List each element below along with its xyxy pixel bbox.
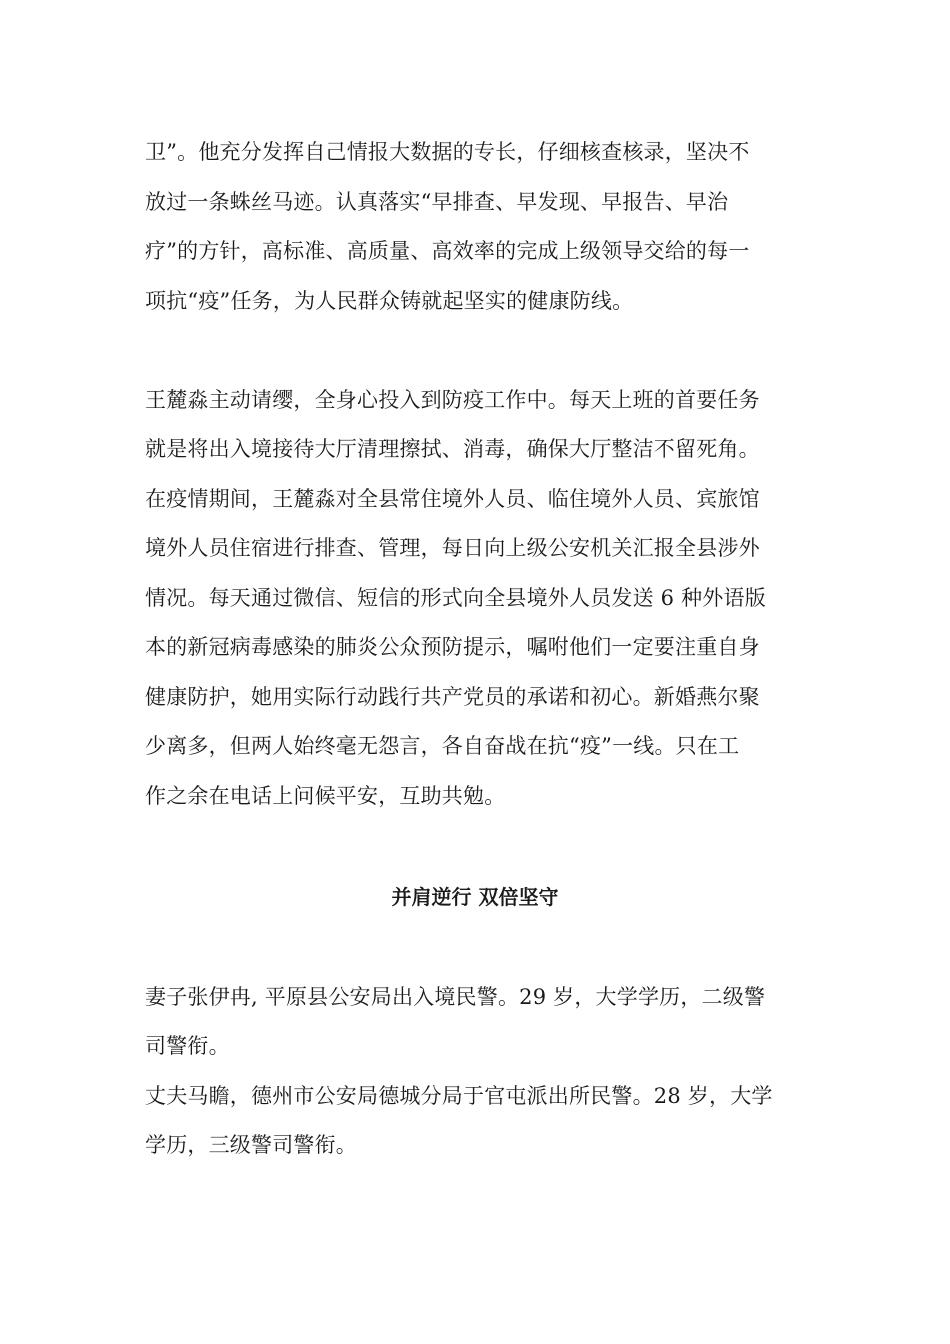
body-text-line: 放过一条蛛丝马迹。认真落实“早排查、早发现、早报告、早治 (145, 190, 729, 214)
section-heading: 并肩逆行 双倍坚守 (391, 885, 559, 909)
body-text-line: 情况。每天通过微信、短信的形式向全县境外人员发送 6 种外语版 (145, 586, 766, 610)
body-text-line: 丈夫马瞻，德州市公安局德城分局于官屯派出所民警。28 岁，大学 (145, 1084, 773, 1108)
body-text-line: 在疫情期间，王麓淼对全县常住境外人员、临住境外人员、宾旅馆 (145, 487, 760, 511)
body-text-line: 健康防护，她用实际行动践行共产党员的承诺和初心。新婚燕尔聚 (145, 685, 760, 709)
body-text-line: 就是将出入境接待大厅清理擦拭、消毒，确保大厅整洁不留死角。 (145, 437, 760, 461)
body-text-line: 疗”的方针，高标准、高质量、高效率的完成上级领导交给的每一 (145, 239, 750, 263)
body-text-line: 境外人员住宿进行排查、管理，每日向上级公安机关汇报全县涉外 (145, 536, 760, 560)
body-text-line: 少离多，但两人始终毫无怨言，各自奋战在抗“疫”一线。只在工 (145, 734, 740, 758)
body-text-line: 王麓淼主动请缨，全身心投入到防疫工作中。每天上班的首要任务 (145, 388, 760, 412)
body-text-line: 卫”。他充分发挥自己情报大数据的专长，仔细核查核录，坚决不 (145, 140, 750, 164)
body-text-line: 项抗“疫”任务，为人民群众铸就起坚实的健康防线。 (145, 289, 634, 313)
body-text-line: 本的新冠病毒感染的肺炎公众预防提示，嘱咐他们一定要注重自身 (145, 635, 760, 659)
body-text-line: 妻子张伊冉, 平原县公安局出入境民警。29 岁，大学学历，二级警 (145, 985, 766, 1009)
body-text-line: 学历，三级警司警衔。 (145, 1133, 357, 1157)
body-text-line: 作之余在电话上问候平安，互助共勉。 (145, 784, 506, 808)
body-text-line: 司警衔。 (145, 1034, 230, 1058)
